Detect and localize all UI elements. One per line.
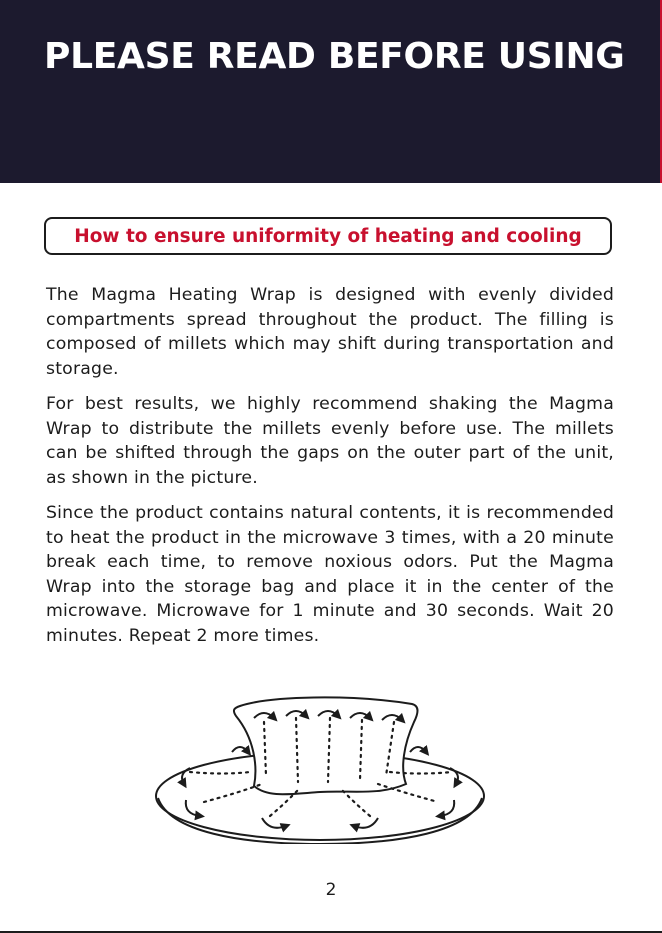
- section-title: How to ensure uniformity of heating and cooling: [74, 225, 582, 247]
- header-banner: [0, 0, 662, 183]
- instructions-body: [46, 283, 614, 659]
- section-heading-box: [44, 217, 612, 255]
- paragraph-microwave: Since the product contains natural contents, it is recommended to heat the product in the microwave 3 times, with a 20 minute break each time, to remove noxious odors. Put the Magma Wrap into the storage bag and place it in the center of the microwave. Microwave for 1 minute and 30 seconds. Wait 20 minutes. Repeat 2 more times.: [46, 503, 614, 646]
- page-title: PLEASE READ BEFORE USING: [44, 36, 625, 77]
- page-number: 2: [325, 880, 337, 900]
- paragraph-filling: The Magma Heating Wrap is designed with evenly divided compartments spread throughout the product. The filling is composed of millets which may shift during transportation and storage.: [46, 285, 614, 379]
- paragraph-shaking: For best results, we highly recommend shaking the Magma Wrap to distribute the millets evenly before use. The millets can be shifted through the gaps on the outer part of the unit, as shown in the picture.: [46, 394, 614, 488]
- heating-wrap-illustration: [150, 692, 490, 844]
